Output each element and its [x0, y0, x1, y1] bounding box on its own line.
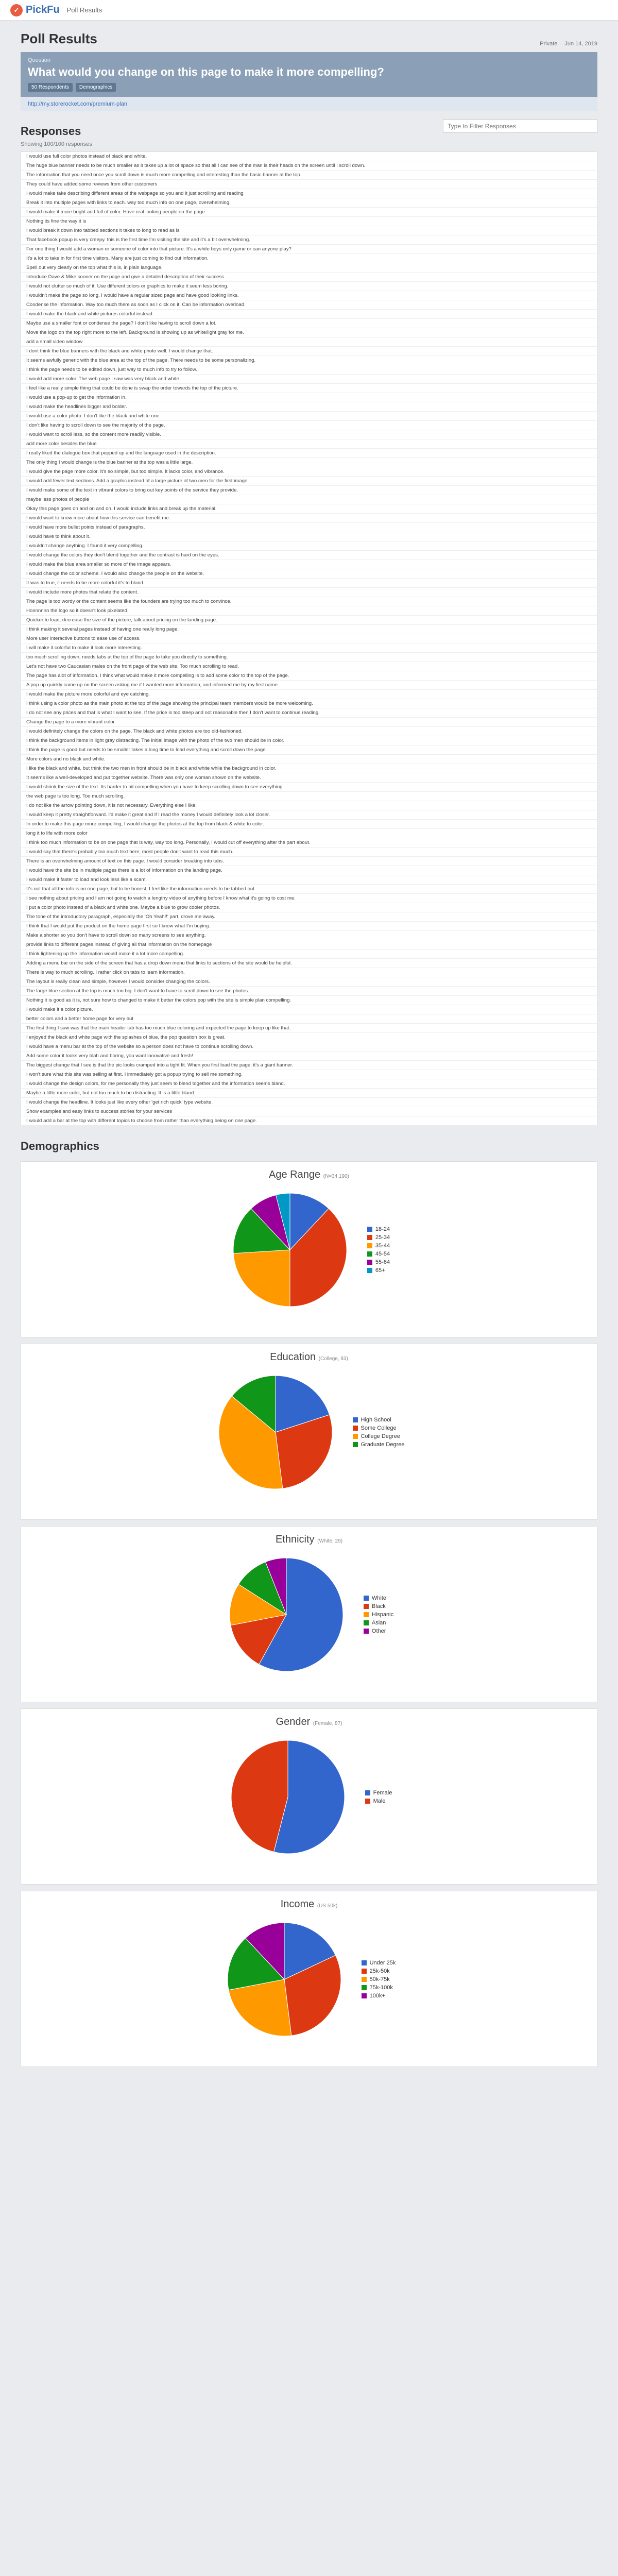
legend-swatch: [364, 1596, 369, 1601]
response-item: There is way to much scrolling. I rather click on tabs to learn information.: [21, 968, 597, 977]
response-item: I think the page needs to be edited down, just way to much info to try to follow.: [21, 365, 597, 375]
pie-area: [21, 1188, 597, 1312]
legend-swatch: [367, 1260, 372, 1265]
response-item: I think making it several pages instead of having one really long page.: [21, 625, 597, 634]
legend-label: 18-24: [375, 1226, 390, 1232]
response-item: The biggest change that I see is that the pic looks cramped into a tight fit. When you first load the page, it's a giant banner.: [21, 1061, 597, 1070]
poll-date: Jun 14, 2019: [564, 41, 597, 47]
response-item: I would definitely change the colors on the page. The black and white photos are too old-fashioned.: [21, 727, 597, 736]
response-item: Move the logo on the top right more to the left. Background is showing up as white/light gray for me.: [21, 328, 597, 337]
legend-swatch: [362, 1985, 367, 1990]
demographics-title: Demographics: [21, 1140, 99, 1153]
legend-item[interactable]: [364, 1620, 393, 1626]
legend-label: Black: [371, 1603, 386, 1609]
legend-swatch: [362, 1993, 367, 1998]
legend-item[interactable]: [353, 1425, 405, 1431]
legend-item[interactable]: [367, 1243, 390, 1249]
chart-title: Ethnicity (White, 29): [275, 1534, 343, 1545]
response-item: The page has alot of information. I think what would make it more compelling is to add some color to the top of the page.: [21, 671, 597, 681]
legend-item[interactable]: [367, 1251, 390, 1257]
response-item: I would change the design colors, for me personally they just seem to blend together and the information seems bland.: [21, 1079, 597, 1089]
response-item: I enjoyed the black and white page with the splashes of blue, the pop question box is great.: [21, 1033, 597, 1042]
demographics-charts: [21, 1161, 597, 2067]
response-item: I would use a color photo. I don't like the black and white one.: [21, 412, 597, 421]
legend-label: Female: [373, 1790, 392, 1796]
legend-swatch: [367, 1268, 372, 1273]
legend-label: College Degree: [360, 1433, 400, 1439]
response-item: add a small video window: [21, 337, 597, 347]
response-item: I would shrink the size of the text. Its harder to hit compelling when you have to keep scrolling down to see everything.: [21, 783, 597, 792]
response-item: I think the background items in light gray distracting. The initial image with the photo of the two men should be in color.: [21, 736, 597, 745]
page-container: [21, 21, 597, 2067]
pie-area: [21, 1370, 597, 1494]
response-item: Add some color it looks very blah and boring, you want innovative and fresh!: [21, 1052, 597, 1061]
chart-subtitle: (College, 83): [318, 1356, 348, 1362]
response-item: I would make it faster to load and look less like a scam.: [21, 875, 597, 885]
response-item: too much scrolling down, needs tabs at the top of the page to take you directly to something.: [21, 653, 597, 662]
legend-item[interactable]: [362, 1960, 396, 1966]
legend-label: 35-44: [375, 1243, 390, 1249]
legend-item[interactable]: [362, 1985, 396, 1991]
response-item: I think too much information to be on one page that is way, way too long. Personally, I would cut off everything after the part about.: [21, 838, 597, 848]
response-item: I would say that there's probably too much text here, most people don't want to read this much.: [21, 848, 597, 857]
response-item: The tone of the introductory paragraph, especially the 'Oh Yeah!!' part, drove me away.: [21, 912, 597, 922]
response-item: I would change the headline. It looks just like every other 'get rich quick' type website.: [21, 1098, 597, 1107]
legend-item[interactable]: [365, 1798, 392, 1804]
legend-swatch: [362, 1977, 367, 1982]
legend-label: 45-54: [375, 1251, 390, 1257]
page-title: Poll Results: [21, 31, 97, 46]
chart-legend: [364, 1593, 393, 1636]
legend-swatch: [353, 1442, 358, 1447]
legend-item[interactable]: [364, 1595, 393, 1601]
response-item: I would want to scroll less, so the content more readily visible.: [21, 430, 597, 439]
legend-swatch: [362, 1960, 367, 1965]
response-item: I would want to know more about how this service can benefit me.: [21, 514, 597, 523]
response-item: The layout is really clean and simple, however I would consider changing the colors.: [21, 977, 597, 987]
response-item: long it to life with more color: [21, 829, 597, 838]
response-item: It seems awfully generic with the blue area at the top of the page. There needs to be some personalizing.: [21, 356, 597, 365]
demographics-tag: Demographics: [76, 83, 116, 92]
privacy-status: Private: [540, 41, 558, 47]
response-item: better colors and a better home page for very but: [21, 1014, 597, 1024]
response-item: Quicker to load, decrease the size of the picture, talk about pricing on the landing page.: [21, 616, 597, 625]
legend-label: 25-34: [375, 1234, 390, 1241]
pie-slice[interactable]: [233, 1250, 290, 1307]
response-item: I would make take describing different areas of the webpage so you and it just scrolling and reading: [21, 189, 597, 198]
legend-item[interactable]: [367, 1267, 390, 1274]
chart-title: Income (US 50k): [280, 1899, 338, 1910]
legend-label: 25k-50k: [369, 1968, 390, 1974]
demographic-card: [21, 1526, 597, 1702]
logo-icon: ✓: [10, 4, 23, 16]
response-item: I see nothing about pricing and I am not going to watch a lengthy video of anything before I know what it's going to cost me.: [21, 894, 597, 903]
response-item: I think lightening up the information would make it a lot more compelling.: [21, 950, 597, 959]
legend-item[interactable]: [367, 1226, 390, 1232]
pie-chart: [214, 1370, 337, 1494]
response-item: I would use a pop-up to get the information in.: [21, 393, 597, 402]
legend-item[interactable]: [362, 1968, 396, 1974]
legend-swatch: [367, 1243, 372, 1248]
response-item: I would add more color. The web page I saw was very black and white.: [21, 375, 597, 384]
response-item: maybe less photos of people: [21, 495, 597, 504]
legend-item[interactable]: [364, 1612, 393, 1618]
pie-chart: [226, 1735, 350, 1859]
legend-swatch: [362, 1969, 367, 1974]
response-item: I would have to think about it.: [21, 532, 597, 541]
legend-item[interactable]: [362, 1976, 396, 1982]
response-item: I would change the color scheme. I would also change the people on the website.: [21, 569, 597, 579]
pie-area: [21, 1918, 597, 2041]
response-item: I think that I would put the product on the home page first so I know what I'm buying.: [21, 922, 597, 931]
response-item: More colors and no black and white.: [21, 755, 597, 764]
chart-subtitle: (US 50k): [317, 1903, 338, 1909]
response-item: In order to make this page more compelling, I would change the photos at the top from black & white to color.: [21, 820, 597, 829]
response-item: I do not see any prices and that is what I want to see. If the price is too steep and not reasonable then I don't want to continue reading.: [21, 708, 597, 718]
responses-list: [21, 151, 597, 1126]
chart-legend: [365, 1788, 392, 1806]
response-item: I would make the picture more colorful and eye catching.: [21, 690, 597, 699]
response-item: For one thing I would add a woman or someone of color into that picture. It's a white boys only game or can anyone play?: [21, 245, 597, 254]
responses-count: Showing 100/100 responses: [21, 141, 92, 147]
question-card: [21, 52, 597, 97]
pie-chart: [225, 1553, 348, 1676]
legend-label: Other: [371, 1628, 386, 1634]
question-label: Question: [28, 57, 51, 63]
response-item: I would not clutter so much of it. Use different colors or graphics to make it seem less boring.: [21, 282, 597, 291]
response-item: I think the page is good but needs to be smaller takes a long time to load everything and scroll down the page.: [21, 745, 597, 755]
response-item: I will make it colorful to make it look more interesting.: [21, 643, 597, 653]
poll-meta: [540, 41, 597, 47]
legend-label: Graduate Degree: [360, 1442, 405, 1448]
legend-swatch: [364, 1612, 369, 1617]
response-item: add more color besides the blue: [21, 439, 597, 449]
legend-label: Under 25k: [369, 1960, 396, 1966]
response-item: Make a shorter so you don't have to scroll down so many screens to see anything.: [21, 931, 597, 940]
responses-title: Responses: [21, 125, 81, 138]
response-item: I think using a color photo as the main photo at the top of the page showing the principal team members would be more welcoming.: [21, 699, 597, 708]
response-item: Maybe use a smaller font or condense the page? I don't like having to scroll down a lot.: [21, 319, 597, 328]
legend-item[interactable]: [364, 1628, 393, 1634]
chart-legend: [362, 1958, 396, 2001]
pie-chart: [228, 1188, 352, 1312]
response-item: The first thing I saw was that the main header tab has too much blue coloring and expected the page to keep up like that.: [21, 1024, 597, 1033]
response-item: I wouldn't make the page so long. I would have a regular sized page and have good looking links.: [21, 291, 597, 300]
response-item: Introduce Dave & Mike sooner on the page and give a detailed description of their success.: [21, 273, 597, 282]
legend-label: Asian: [371, 1620, 386, 1626]
legend-label: Some College: [360, 1425, 397, 1431]
legend-item[interactable]: [367, 1234, 390, 1241]
page-header: [21, 21, 597, 52]
legend-item[interactable]: [353, 1433, 405, 1439]
chart-legend: [353, 1415, 405, 1450]
response-item: the web page is too long. Too much scrolling.: [21, 792, 597, 801]
legend-item[interactable]: [362, 1993, 396, 1999]
legend-label: 100k+: [369, 1993, 385, 1999]
response-item: Nothing it is good as it is, not sure how to changed to make it better the colors pop with the site is simple plan compelling.: [21, 996, 597, 1005]
chart-subtitle: (Female, 87): [313, 1721, 342, 1726]
pie-area: [21, 1553, 597, 1676]
response-item: More user interactive buttons to ease use of access.: [21, 634, 597, 643]
question-tags: [28, 83, 590, 92]
legend-swatch: [353, 1417, 358, 1422]
response-item: I would make the headlines bigger and bolder.: [21, 402, 597, 412]
response-item: The huge blue banner needs to be much smaller as it takes up a lot of space so that all I can see of the man is their heads on the screen until I scroll down.: [21, 161, 597, 171]
legend-swatch: [364, 1629, 369, 1634]
response-item: I won't sure what this site was selling at first. I immediately got a popup trying to sell me something.: [21, 1070, 597, 1079]
response-item: Adding a menu bar on the side of the screen that has a drop down menu that links to sections of the site would be helpful.: [21, 959, 597, 968]
response-item: The information that you need once you scroll down is much more compelling and interesting than the basic banner at the top.: [21, 171, 597, 180]
response-item: Honnnnnn the logo so it doesn't look pixelated.: [21, 606, 597, 616]
response-item: They could have added some reviews from other customers: [21, 180, 597, 189]
response-item: Nothing its fine the way it is: [21, 217, 597, 226]
legend-item[interactable]: [353, 1417, 405, 1423]
poll-link[interactable]: http://my.storerocket.com/premium-plan: [21, 97, 597, 111]
response-item: I dont think the blue banners with the black and white photo well. I would change that.: [21, 347, 597, 356]
chart-title: Age Range (N=34,190): [269, 1169, 349, 1180]
legend-item[interactable]: [367, 1259, 390, 1265]
response-item: I would keep it pretty straightforward. I'd make it great and if I read the money I would definitely look a lot closer.: [21, 810, 597, 820]
response-item: Show examples and easy links to success stories for your services: [21, 1107, 597, 1116]
response-item: I wouldn't change anything. I found it very compelling.: [21, 541, 597, 551]
response-item: I would make it more bright and full of color. Have real looking people on the page.: [21, 208, 597, 217]
response-item: I really liked the dialogue box that popped up and the language used in the description.: [21, 449, 597, 458]
response-item: It's a lot to take in for first time visitors. Many are just coming to find out information.: [21, 254, 597, 263]
legend-label: Male: [373, 1798, 386, 1804]
legend-label: 65+: [375, 1267, 385, 1274]
legend-label: 55-64: [375, 1259, 390, 1265]
response-item: I feel like a really simple thing that could be done is swap the order towards the top of the picture.: [21, 384, 597, 393]
response-item: I would make the black and white pictures colorful instead.: [21, 310, 597, 319]
response-item: I would break it down into tabbed sections it takes to long to read as is: [21, 226, 597, 235]
response-item: I would make the blue area smaller so more of the image appears.: [21, 560, 597, 569]
demographic-card: [21, 1891, 597, 2067]
response-item: The page is too wordy or the content seems like the founders are trying too much to convince.: [21, 597, 597, 606]
response-item: Let's not have two Caucasian males on the front page of the web site. Too much scrolling to read.: [21, 662, 597, 671]
demographic-card: [21, 1161, 597, 1337]
response-item: Change the page to a more vibrant color.: [21, 718, 597, 727]
response-item: It seems like a well-developed and put together website. There was only one woman shown on the website.: [21, 773, 597, 783]
window-title: Poll Results: [66, 6, 102, 14]
response-item: I would give the page more color. It's so simple, but too simple. It lacks color, and vibrance.: [21, 467, 597, 477]
legend-swatch: [365, 1790, 370, 1795]
legend-swatch: [364, 1604, 369, 1609]
response-item: provide links to different pages instead of giving all that information on the homepage: [21, 940, 597, 950]
chart-subtitle: (N=34,190): [323, 1174, 349, 1179]
brand-logo[interactable]: [10, 4, 60, 16]
legend-item[interactable]: [364, 1603, 393, 1609]
demographic-card: [21, 1708, 597, 1885]
legend-swatch: [364, 1620, 369, 1625]
chart-title: Gender (Female, 87): [276, 1716, 342, 1727]
pie-chart: [222, 1918, 346, 2041]
response-item: I would have a menu bar at the top of the website so a person does not have to continue scrolling down.: [21, 1042, 597, 1052]
chart-subtitle: (White, 29): [317, 1538, 343, 1544]
response-item: It was to true, it needs to be more colorful it's to bland.: [21, 579, 597, 588]
legend-swatch: [365, 1799, 370, 1804]
legend-swatch: [353, 1426, 358, 1431]
question-text: What would you change on this page to make it more compelling?: [28, 65, 384, 78]
response-item: That facebook popup is very creepy. this is the first time I'm visiting the site and it's a bit overwhelming.: [21, 235, 597, 245]
response-item: I like the black and white, but think the two men in front should be in black and white while the background in color.: [21, 764, 597, 773]
response-item: Maybe a little more color, but not too much to be distracting. It is a little bland.: [21, 1089, 597, 1098]
response-item: A pop up quickly came up on the screen asking me if I wanted more information, and informed me by my first name.: [21, 681, 597, 690]
response-item: I would add a bar at the top with different topics to choose from rather than everything being on one page.: [21, 1116, 597, 1126]
response-item: I would use full color photos instead of black and white.: [21, 152, 597, 161]
brand-name: PickFu: [26, 4, 60, 15]
response-item: I would make it a color picture.: [21, 1005, 597, 1014]
legend-label: 50k-75k: [369, 1976, 390, 1982]
chart-legend: [367, 1224, 390, 1276]
response-item: Okay this page goes on and on and on. I would include links and break up the material.: [21, 504, 597, 514]
respondents-tag: 50 Respondents: [28, 83, 73, 92]
filter-responses-input[interactable]: [443, 120, 597, 133]
response-item: Break it into multiple pages with links to each. way too much info on one page, overwhelming.: [21, 198, 597, 208]
legend-label: Hispanic: [371, 1612, 394, 1618]
response-item: I would have more bullet points instead of paragraphs.: [21, 523, 597, 532]
legend-swatch: [367, 1235, 372, 1240]
legend-item[interactable]: [353, 1442, 405, 1448]
legend-swatch: [353, 1434, 358, 1439]
responses-header: [21, 111, 597, 141]
legend-item[interactable]: [365, 1790, 392, 1796]
response-item: Condense the information. Way too much there as soon as I click on it. Can be information overload.: [21, 300, 597, 310]
response-item: It's not that all the info is on one page, but to be honest, I feel like the information needs to be tabbed out.: [21, 885, 597, 894]
legend-swatch: [367, 1251, 372, 1257]
response-item: I do not like the arrow pointing down, it is not necessary. Everything else I like.: [21, 801, 597, 810]
top-bar: [0, 0, 618, 21]
response-item: I would make some of the text in vibrant colors to bring out key points of the service they provide.: [21, 486, 597, 495]
response-item: I would have the site be in multiple pages there is a lot of information on the landing page.: [21, 866, 597, 875]
chart-title: Education (College, 83): [270, 1351, 348, 1363]
response-item: I would add fewer text sections. Add a graphic instead of a large picture of two men for the first image.: [21, 477, 597, 486]
response-item: I would include more photos that relate the content.: [21, 588, 597, 597]
pie-area: [21, 1735, 597, 1859]
demographic-card: [21, 1344, 597, 1520]
legend-label: High School: [360, 1417, 391, 1423]
legend-swatch: [367, 1227, 372, 1232]
response-item: The only thing I would change is the blue banner at the top was a little large.: [21, 458, 597, 467]
response-item: Spell out very clearly on the top what this is, in plain language.: [21, 263, 597, 273]
legend-label: 75k-100k: [369, 1985, 393, 1991]
response-item: I put a color photo instead of a black and white one. Maybe a blue to grow cooler photos.: [21, 903, 597, 912]
response-item: I don't like having to scroll down to see the majority of the page.: [21, 421, 597, 430]
response-item: I would change the colors they don't blend together and the contrast is hard on the eyes.: [21, 551, 597, 560]
response-item: The large blue section at the top is much too big. I don't want to have to scroll down to see the photos.: [21, 987, 597, 996]
legend-label: White: [371, 1595, 387, 1601]
response-item: There is an overwhelming amount of text on this page. I would consider breaking into tabs.: [21, 857, 597, 866]
